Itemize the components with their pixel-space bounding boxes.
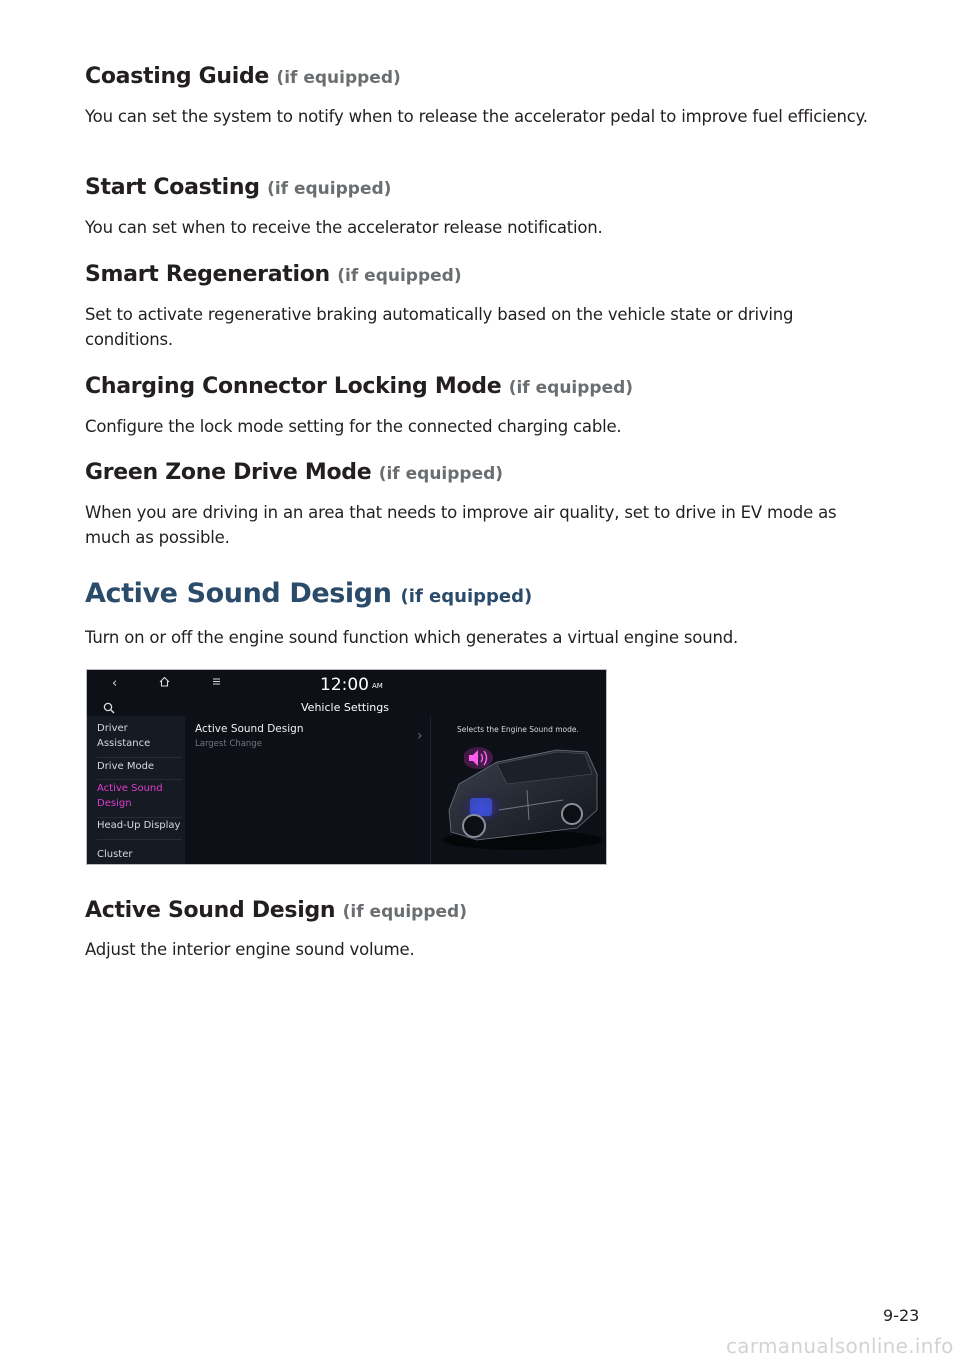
section-start-coasting xyxy=(85,174,885,203)
if-equipped-note: (if equipped) xyxy=(508,378,634,398)
sidebar-divider xyxy=(97,757,182,758)
section-body: You can set the system to notify when to release the accelerator pedal to improve fuel efficiency. xyxy=(85,107,868,126)
sidebar-divider xyxy=(97,779,182,780)
sidebar-divider xyxy=(97,839,182,840)
heading-title: Active Sound Design xyxy=(85,898,336,923)
heading-title: Active Sound Design xyxy=(85,578,392,609)
section-heading xyxy=(85,897,885,926)
section-body: Configure the lock mode setting for the connected charging cable. xyxy=(85,417,622,436)
if-equipped-note: (if equipped) xyxy=(378,464,504,484)
section-coasting-guide xyxy=(85,63,885,92)
panel-divider xyxy=(430,716,431,865)
vehicle-illustration xyxy=(437,740,607,865)
heading-title: Green Zone Drive Mode xyxy=(85,460,372,485)
section-active-sound-design xyxy=(85,577,885,614)
section-active-sound-design-volume xyxy=(85,897,885,926)
clock-time: 12:00 xyxy=(320,675,369,695)
clock xyxy=(320,675,383,695)
section-body: Set to activate regenerative braking automatically based on the vehicle state or driving conditions. xyxy=(85,305,794,349)
sidebar-item-head-up-display[interactable]: Head-Up Display xyxy=(97,820,181,831)
if-equipped-note: (if equipped) xyxy=(337,266,462,286)
heading-title: Smart Regeneration xyxy=(85,262,330,287)
sidebar-item-driver-assistance[interactable]: Driver Assistance xyxy=(97,723,151,749)
heading-title: Start Coasting xyxy=(85,175,260,200)
if-equipped-note: (if equipped) xyxy=(342,902,467,922)
section-smart-regeneration xyxy=(85,261,885,290)
section-green-zone xyxy=(85,459,885,488)
settings-sidebar xyxy=(87,716,185,865)
screen-title: Vehicle Settings xyxy=(301,701,389,714)
menu-icon[interactable] xyxy=(212,676,221,690)
home-icon[interactable] xyxy=(159,676,170,691)
watermark: carmanualsonline.info xyxy=(726,1334,954,1358)
speaker-icon xyxy=(464,746,494,774)
infotainment-screenshot xyxy=(86,669,607,865)
section-body: When you are driving in an area that needs to improve air quality, set to drive in EV mode as much as possible. xyxy=(85,503,837,547)
section-body: You can set when to receive the accelerator release notification. xyxy=(85,218,603,237)
main-heading xyxy=(85,577,885,614)
if-equipped-note: (if equipped) xyxy=(276,68,401,88)
back-icon[interactable]: ‹ xyxy=(112,676,118,691)
section-heading xyxy=(85,174,885,203)
if-equipped-note: (if equipped) xyxy=(267,179,392,199)
sidebar-item-drive-mode[interactable]: Drive Mode xyxy=(97,761,155,772)
section-body: Adjust the interior engine sound volume. xyxy=(85,940,415,959)
section-heading xyxy=(85,261,885,290)
chevron-right-icon[interactable]: › xyxy=(417,728,423,744)
section-heading xyxy=(85,459,885,488)
clock-ampm: AM xyxy=(372,682,383,690)
setting-value: Largest Change xyxy=(195,739,262,749)
sidebar-item-cluster[interactable]: Cluster xyxy=(97,849,133,860)
section-heading xyxy=(85,373,885,402)
setting-label[interactable]: Active Sound Design xyxy=(195,723,304,735)
section-charging-connector xyxy=(85,373,885,402)
section-heading xyxy=(85,63,885,92)
heading-title: Coasting Guide xyxy=(85,64,270,89)
if-equipped-note: (if equipped) xyxy=(400,586,533,607)
heading-title: Charging Connector Locking Mode xyxy=(85,374,502,399)
sidebar-item-active-sound-design[interactable]: Active Sound Design xyxy=(97,783,163,809)
page-number: 9-23 xyxy=(883,1306,920,1325)
setting-description: Selects the Engine Sound mode. xyxy=(457,725,579,734)
section-body: Turn on or off the engine sound function which generates a virtual engine sound. xyxy=(85,628,739,647)
